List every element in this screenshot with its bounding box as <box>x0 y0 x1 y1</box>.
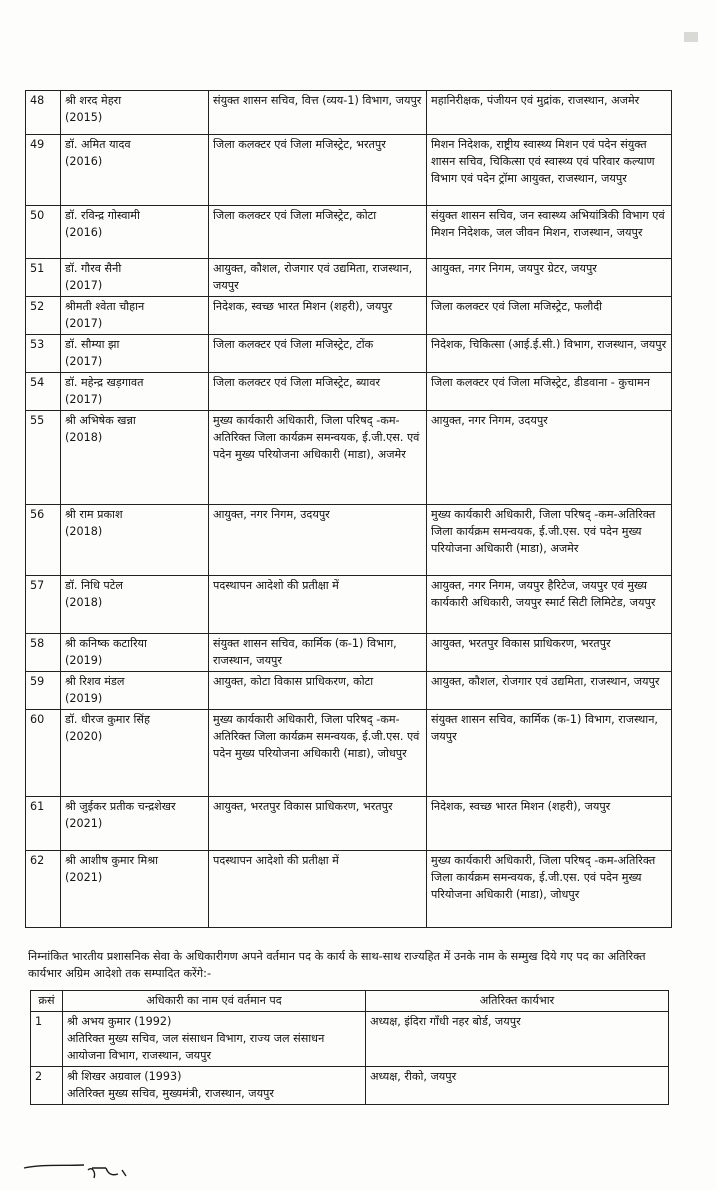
batch-year: (2018) <box>65 431 103 444</box>
officer-name: श्री शरद मेहरा <box>65 94 122 107</box>
header-officer: अधिकारी का नाम एवं वर्तमान पद <box>63 991 366 1012</box>
table-row <box>26 135 672 206</box>
table-row <box>26 672 672 710</box>
officer-name-cell <box>61 335 209 373</box>
batch-year: (2019) <box>65 692 103 705</box>
new-post: मिशन निदेशक, राष्ट्रीय स्वास्थ्य मिशन एवं पदेन संयुक्त शासन सचिव, चिकित्सा एवं स्वास्थ्य एवं परिवार कल्याण विभाग एवं पदेन ट्रॉमा आयुक्त, राजस्थान, जयपुर <box>427 135 672 206</box>
new-post: आयुक्त, भरतपुर विकास प्राधिकरण, भरतपुर <box>427 634 672 672</box>
new-post: आयुक्त, नगर निगम, जयपुर ग्रेटर, जयपुर <box>427 259 672 297</box>
table-row <box>26 335 672 373</box>
current-post: पदस्थापन आदेशो की प्रतीक्षा में <box>209 851 427 928</box>
header-serial: क्रसं <box>31 991 63 1012</box>
batch-year: (2021) <box>65 817 103 830</box>
officer-name: श्री कनिष्क कटारिया <box>65 637 147 650</box>
current-post: पदस्थापन आदेशो की प्रतीक्षा में <box>209 576 427 634</box>
officer-name: डॉ. गौरव सैनी <box>65 262 122 275</box>
batch-year: (2018) <box>65 596 103 609</box>
table-row <box>31 1012 669 1067</box>
transfer-table <box>25 90 672 928</box>
table-row <box>26 634 672 672</box>
officer-name-cell <box>61 851 209 928</box>
current-post: जिला कलक्टर एवं जिला मजिस्ट्रेट, टोंक <box>209 335 427 373</box>
officer-name-cell <box>61 135 209 206</box>
serial-number: 62 <box>26 851 61 928</box>
batch-year: (2017) <box>65 355 103 368</box>
serial-number: 52 <box>26 297 61 335</box>
batch-year: (2017) <box>65 279 103 292</box>
current-post: मुख्य कार्यकारी अधिकारी, जिला परिषद् -कम-अतिरिक्त जिला कार्यक्रम समन्वयक, ई.जी.एस. एवं पदेन मुख्य परियोजना अधिकारी (माडा), अजमेर <box>209 411 427 505</box>
serial-number: 49 <box>26 135 61 206</box>
batch-year: (2015) <box>65 111 103 124</box>
serial-number: 56 <box>26 505 61 576</box>
table-row <box>26 851 672 928</box>
serial-number: 60 <box>26 710 61 797</box>
new-post: निदेशक, चिकित्सा (आई.ई.सी.) विभाग, राजस्थान, जयपुर <box>427 335 672 373</box>
new-post: निदेशक, स्वच्छ भारत मिशन (शहरी), जयपुर <box>427 797 672 851</box>
current-post: मुख्य कार्यकारी अधिकारी, जिला परिषद् -कम-अतिरिक्त जिला कार्यक्रम समन्वयक, ई.जी.एस. एवं पदेन मुख्य परियोजना अधिकारी (माडा), जोधपुर <box>209 710 427 797</box>
current-post: निदेशक, स्वच्छ भारत मिशन (शहरी), जयपुर <box>209 297 427 335</box>
batch-year: (2016) <box>65 155 103 168</box>
new-post: आयुक्त, नगर निगम, उदयपुर <box>427 411 672 505</box>
officer-name: श्री अभिषेक खन्ना <box>65 414 136 427</box>
table-row <box>26 373 672 411</box>
batch-year: (2018) <box>65 525 103 538</box>
officer-name: डॉ. रविन्द्र गोस्वामी <box>65 209 140 222</box>
serial-number: 58 <box>26 634 61 672</box>
batch-year: (2017) <box>65 317 103 330</box>
serial-number: 61 <box>26 797 61 851</box>
officer-name-cell <box>61 576 209 634</box>
current-post: जिला कलक्टर एवं जिला मजिस्ट्रेट, ब्यावर <box>209 373 427 411</box>
officer-name: श्री शिखर अग्रवाल (1993) <box>67 1070 182 1083</box>
additional-charge: अध्यक्ष, रीको, जयपुर <box>366 1067 669 1105</box>
serial-number: 51 <box>26 259 61 297</box>
table-row <box>31 1067 669 1105</box>
serial-number: 1 <box>31 1012 63 1067</box>
table-row <box>26 576 672 634</box>
table-row <box>26 505 672 576</box>
officer-cell <box>63 1067 366 1105</box>
serial-number: 50 <box>26 206 61 259</box>
serial-number: 53 <box>26 335 61 373</box>
serial-number: 55 <box>26 411 61 505</box>
new-post: मुख्य कार्यकारी अधिकारी, जिला परिषद् -कम-अतिरिक्त जिला कार्यक्रम समन्वयक, ई.जी.एस. एवं पदेन मुख्य परियोजना अधिकारी (माडा), अजमेर <box>427 505 672 576</box>
serial-number: 48 <box>26 91 61 135</box>
table-header-row <box>31 991 669 1012</box>
officer-name-cell <box>61 411 209 505</box>
current-post: अतिरिक्त मुख्य सचिव, मुख्यमंत्री, राजस्थान, जयपुर <box>67 1087 274 1100</box>
new-post: आयुक्त, नगर निगम, जयपुर हैरिटेज, जयपुर एवं मुख्य कार्यकारी अधिकारी, जयपुर स्मार्ट सिटी लिमिटेड, जयपुर <box>427 576 672 634</box>
officer-cell <box>63 1012 366 1067</box>
batch-year: (2021) <box>65 871 103 884</box>
table-row <box>26 91 672 135</box>
new-post: महानिरीक्षक, पंजीयन एवं मुद्रांक, राजस्थान, अजमेर <box>427 91 672 135</box>
officer-name: श्री रिशव मंडल <box>65 675 125 688</box>
officer-name: श्री राम प्रकाश <box>65 508 123 521</box>
serial-number: 2 <box>31 1067 63 1105</box>
table-row <box>26 710 672 797</box>
table-row <box>26 297 672 335</box>
current-post: आयुक्त, कौशल, रोजगार एवं उद्यमिता, राजस्थान, जयपुर <box>209 259 427 297</box>
officer-name: श्रीमती श्वेता चौहान <box>65 300 145 313</box>
additional-charge: अध्यक्ष, इंदिरा गाँधी नहर बोर्ड, जयपुर <box>366 1012 669 1067</box>
batch-year: (2016) <box>65 226 103 239</box>
additional-charge-table <box>30 990 669 1105</box>
new-post: संयुक्त शासन सचिव, जन स्वास्थ्य अभियांत्रिकी विभाग एवं मिशन निदेशक, जल जीवन मिशन, राजस्थान, जयपुर <box>427 206 672 259</box>
officer-name: श्री अभय कुमार (1992) <box>67 1015 172 1028</box>
officer-name-cell <box>61 373 209 411</box>
officer-name: श्री जुईकर प्रतीक चन्द्रशेखर <box>65 800 176 813</box>
current-post: संयुक्त शासन सचिव, वित्त (व्यय-1) विभाग, जयपुर <box>209 91 427 135</box>
officer-name-cell <box>61 634 209 672</box>
officer-name-cell <box>61 710 209 797</box>
officer-name: डॉ. अमित यादव <box>65 138 131 151</box>
new-post: जिला कलक्टर एवं जिला मजिस्ट्रेट, फलौदी <box>427 297 672 335</box>
officer-name: डॉ. महेन्द्र खड़गावत <box>65 376 144 389</box>
current-post: जिला कलक्टर एवं जिला मजिस्ट्रेट, कोटा <box>209 206 427 259</box>
new-post: मुख्य कार्यकारी अधिकारी, जिला परिषद् -कम-अतिरिक्त जिला कार्यक्रम समन्वयक, ई.जी.एस. एवं पदेन मुख्य परियोजना अधिकारी (माडा), जोधपुर <box>427 851 672 928</box>
table-row <box>26 411 672 505</box>
table-row <box>26 797 672 851</box>
officer-name: श्री आशीष कुमार मिश्रा <box>65 854 159 867</box>
officer-name-cell <box>61 797 209 851</box>
officer-name: डॉ. सौम्या झा <box>65 338 120 351</box>
new-post: जिला कलक्टर एवं जिला मजिस्ट्रेट, डीडवाना - कुचामन <box>427 373 672 411</box>
serial-number: 54 <box>26 373 61 411</box>
officer-name-cell <box>61 91 209 135</box>
officer-name-cell <box>61 297 209 335</box>
officer-name-cell <box>61 505 209 576</box>
officer-name-cell <box>61 206 209 259</box>
current-post: आयुक्त, भरतपुर विकास प्राधिकरण, भरतपुर <box>209 797 427 851</box>
officer-name-cell <box>61 259 209 297</box>
batch-year: (2020) <box>65 730 103 743</box>
page-edge-mark <box>684 32 698 42</box>
additional-charge-note: निम्नांकित भारतीय प्रशासनिक सेवा के अधिकारीगण अपने वर्तमान पद के कार्य के साथ-साथ राज्यहित में उनके नाम के सम्मुख दिये गए पद का अतिरिक्त कार्यभार अग्रिम आदेशो तक सम्पादित करेंगे:- <box>28 950 646 980</box>
officer-name: डॉ. निधि पटेल <box>65 579 124 592</box>
table-row <box>26 259 672 297</box>
batch-year: (2019) <box>65 654 103 667</box>
new-post: आयुक्त, कौशल, रोजगार एवं उद्यमिता, राजस्थान, जयपुर <box>427 672 672 710</box>
new-post: संयुक्त शासन सचिव, कार्मिक (क-1) विभाग, राजस्थान, जयपुर <box>427 710 672 797</box>
current-post: अतिरिक्त मुख्य सचिव, जल संसाधन विभाग, राज्य जल संसाधन आयोजना विभाग, राजस्थान, जयपुर <box>67 1032 325 1062</box>
current-post: जिला कलक्टर एवं जिला मजिस्ट्रेट, भरतपुर <box>209 135 427 206</box>
table-row <box>26 206 672 259</box>
signature <box>22 1156 132 1190</box>
officer-name-cell <box>61 672 209 710</box>
officer-name: डॉ. धीरज कुमार सिंह <box>65 713 150 726</box>
current-post: संयुक्त शासन सचिव, कार्मिक (क-1) विभाग, राजस्थान, जयपुर <box>209 634 427 672</box>
current-post: आयुक्त, नगर निगम, उदयपुर <box>209 505 427 576</box>
serial-number: 57 <box>26 576 61 634</box>
current-post: आयुक्त, कोटा विकास प्राधिकरण, कोटा <box>209 672 427 710</box>
header-additional-charge: अतिरिक्त कार्यभार <box>366 991 669 1012</box>
serial-number: 59 <box>26 672 61 710</box>
batch-year: (2017) <box>65 393 103 406</box>
